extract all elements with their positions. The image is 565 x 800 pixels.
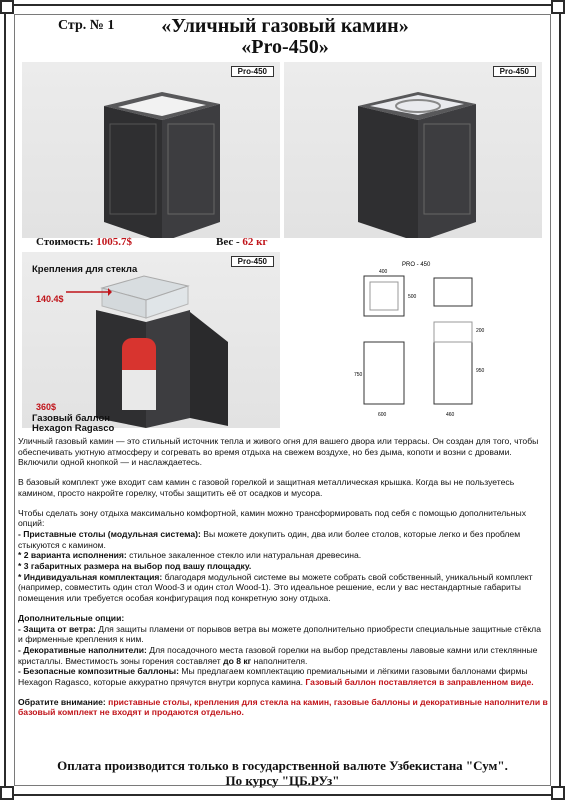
product-photo-cylinder <box>22 252 280 428</box>
product-photo-open <box>284 62 542 238</box>
svg-text:600: 600 <box>378 412 387 418</box>
model-tag: Pro-450 <box>231 66 274 77</box>
cylinder-label: Газовый баллон Hexagon Ragasco <box>32 413 115 434</box>
extra-fillers: - Декоративные наполнители: Для посадочного места газовой горелки на выбор представлены лавовые камни или стеклянные кристаллы. Вместимость зоны горения составляет до 8 кг наполнителя. <box>18 644 538 666</box>
extra-cylinders: - Безопасные композитные баллоны: Мы предлагаем комплектацию премиальными и лёгкими газовыми баллонами фирмы Hexagon Ragasco, которые аккуратно прячутся внутри корпуса камина. Газовый баллон поставляется в заправленном виде. <box>18 666 534 688</box>
option-sizes: * 3 габаритных размера на выбор под вашу площадку. <box>18 561 252 572</box>
glass-mount-label: Крепления для стекла <box>32 264 138 275</box>
cylinder-price: 360$ <box>36 402 57 412</box>
svg-text:750: 750 <box>354 372 363 378</box>
cost-value: 1005.7$ <box>96 236 133 248</box>
exchange-rate-note: По курсу "ЦБ.РУз" <box>225 773 340 788</box>
extra-wind: - Защита от ветра: Для защиты пламени от порывов ветра вы можете дополнительно приобрести специальные защитные стёкла и фирменные крепления к ним. <box>18 623 541 645</box>
corner-ornament <box>0 0 14 14</box>
page-number: Стр. № 1 <box>58 18 115 33</box>
corner-ornament <box>0 786 14 800</box>
weight-line: Вес - 62 кг <box>216 236 268 248</box>
product-photo-closed <box>22 62 280 238</box>
fireplace-open-image <box>284 62 542 238</box>
model-tag: Pro-450 <box>231 256 274 267</box>
model-tag: Pro-450 <box>493 66 536 77</box>
corner-ornament <box>551 786 565 800</box>
svg-text:950: 950 <box>476 368 485 374</box>
technical-drawing <box>284 252 542 428</box>
drawing-image <box>284 252 542 428</box>
corner-ornament <box>551 0 565 14</box>
options-intro: Чтобы сделать зону отдыха максимально комфортной, камин можно трансформировать под себя с помощью дополнительных опций: <box>18 507 526 529</box>
intro-paragraph: Уличный газовый камин — это стильный источник тепла и живого огня для вашего двора или террасы. Он создан для того, чтобы обеспечивать уютную атмосферу и согревать во время отдыха на свежем воздухе, но без дыма, копоти и возни с дровами. Включили одной кнопкой — и наслаждаетесь. <box>18 436 539 468</box>
note: Обратите внимание: приставные столы, крепления для стекла на камин, газовые баллоны и декоративные наполнители в базовый комплект не входят и продаются отдельно. <box>18 696 548 718</box>
fireplace-closed-image <box>22 62 280 238</box>
svg-text:500: 500 <box>408 294 417 300</box>
cost-line: Стоимость: 1005.7$ <box>36 236 133 248</box>
base-kit-paragraph: В базовый комплект уже входит сам камин с газовой горелкой и защитная металлическая крышка. Когда вы не пользуетесь камином, просто накройте горелку, чтобы защитить её от осадков и мусора. <box>18 477 515 498</box>
svg-text:400: 400 <box>379 269 388 275</box>
svg-text:200: 200 <box>476 328 485 334</box>
glass-price: 140.4$ <box>36 294 64 304</box>
payment-note: Оплата производится только в государственной валюте Узбекистана "Сум". <box>57 758 508 773</box>
weight-value: 62 кг <box>242 236 268 248</box>
arrow-icon <box>64 286 112 298</box>
option-tables: - Приставные столы (модульная система): Вы можете докупить один, два или более столов, которые легко и без проблем стыкуются с камином. <box>18 528 521 550</box>
option-custom: * Индивидуальная комплектация: благодаря модульной системе вы можете собрать свой собственный, уникальный комплект (например, совместить один стол Wood-3 и один стол Wood-1). Это идеальное решение, если у вас нестандартные габариты помещения или требуется особая конфигурация под конкретную зону отдыха. <box>18 571 533 604</box>
page-title: «Уличный газовый камин» «Pro-450» <box>161 15 409 58</box>
footer <box>0 758 565 788</box>
fireplace-cylinder-image <box>22 252 280 428</box>
svg-text:460: 460 <box>446 412 455 418</box>
description <box>18 436 548 727</box>
option-variants: * 2 варианта исполнения: стильное закаленное стекло или натуральная древесина. <box>18 550 362 561</box>
extra-options-title: Дополнительные опции: <box>18 612 125 623</box>
svg-text:PRO - 450: PRO - 450 <box>402 262 431 268</box>
